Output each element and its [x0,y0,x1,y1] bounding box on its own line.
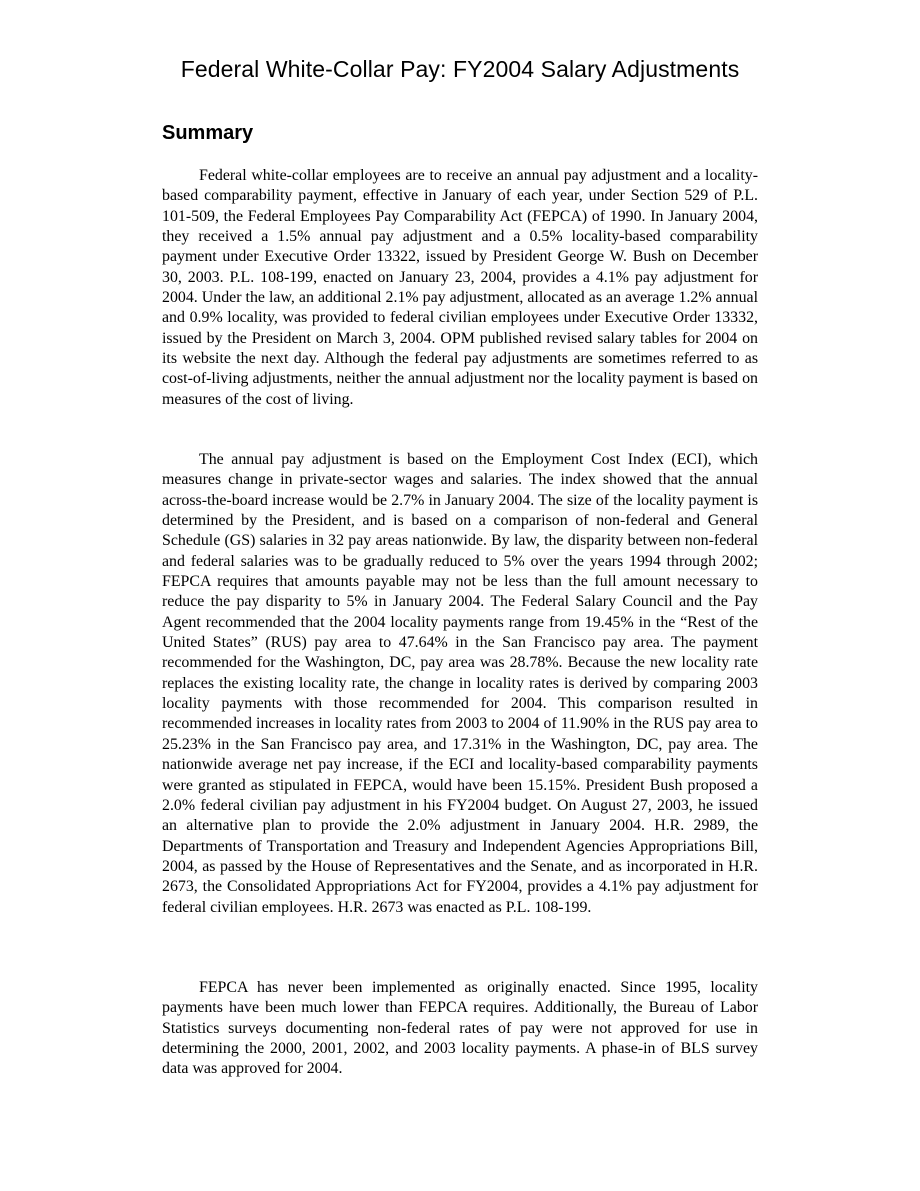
summary-paragraph-2: The annual pay adjustment is based on the Employment Cost Index (ECI), which measures change in private-sector wages and salaries. The index showed that the annual across-the-board increase would be 2.7% in January 2004. The size of the locality payment is determined by the President, and is based on a comparison of non-federal and General Schedule (GS) salaries in 32 pay areas nationwide. By law, the disparity between non-federal and federal salaries was to be gradually reduced to 5% over the years 1994 through 2002; FEPCA requires that amounts payable may not be less than the full amount necessary to reduce the pay disparity to 5% in January 2004. The Federal Salary Council and the Pay Agent recommended that the 2004 locality payments range from 19.45% in the “Rest of the United States” (RUS) pay area to 47.64% in the San Francisco pay area. The payment recommended for the Washington, DC, pay area was 28.78%. Because the new locality rate replaces the existing locality rate, the change in locality rates is derived by comparing 2003 locality payments with those recommended for 2004. This comparison resulted in recommended increases in locality rates from 2003 to 2004 of 11.90% in the RUS pay area to 25.23% in the San Francisco pay area, and 17.31% in the Washington, DC, pay area. The nationwide average net pay increase, if the ECI and locality-based comparability payments were granted as stipulated in FEPCA, would have been 15.15%. President Bush proposed a 2.0% federal civilian pay adjustment in his FY2004 budget. On August 27, 2003, he issued an alternative plan to provide the 2.0% adjustment in January 2004. H.R. 2989, the Departments of Transportation and Treasury and Independent Agencies Appropriations Bill, 2004, as passed by the House of Representatives and the Senate, and as incorporated in H.R. 2673, the Consolidated Appropriations Act for FY2004, provides a 4.1% pay adjustment for federal civilian employees. H.R. 2673 was enacted as P.L. 108-199. [162,451,758,916]
document-title: Federal White-Collar Pay: FY2004 Salary Adjustments [180,56,740,82]
section-heading-summary: Summary [162,122,254,144]
summary-paragraph-3: FEPCA has never been implemented as originally enacted. Since 1995, locality payments have been much lower than FEPCA requires. Additionally, the Bureau of Labor Statistics surveys documenting non-federal rates of pay were not approved for use in determining the 2000, 2001, 2002, and 2003 locality payments. A phase-in of BLS survey data was approved for 2004. [162,979,758,1078]
summary-paragraph-1: Federal white-collar employees are to receive an annual pay adjustment and a locality-based comparability payment, effective in January of each year, under Section 529 of P.L. 101-509, the Federal Employees Pay Comparability Act (FEPCA) of 1990. In January 2004, they received a 1.5% annual pay adjustment and a 0.5% locality-based comparability payment under Executive Order 13322, issued by President George W. Bush on December 30, 2003. P.L. 108-199, enacted on January 23, 2004, provides a 4.1% pay adjustment for 2004. Under the law, an additional 2.1% pay adjustment, allocated as an average 1.2% annual and 0.9% locality, was provided to federal civilian employees under Executive Order 13332, issued by the President on March 3, 2004. OPM published revised salary tables for 2004 on its website the next day. Although the federal pay adjustments are sometimes referred to as cost-of-living adjustments, neither the annual adjustment nor the locality payment is based on measures of the cost of living. [162,167,758,408]
